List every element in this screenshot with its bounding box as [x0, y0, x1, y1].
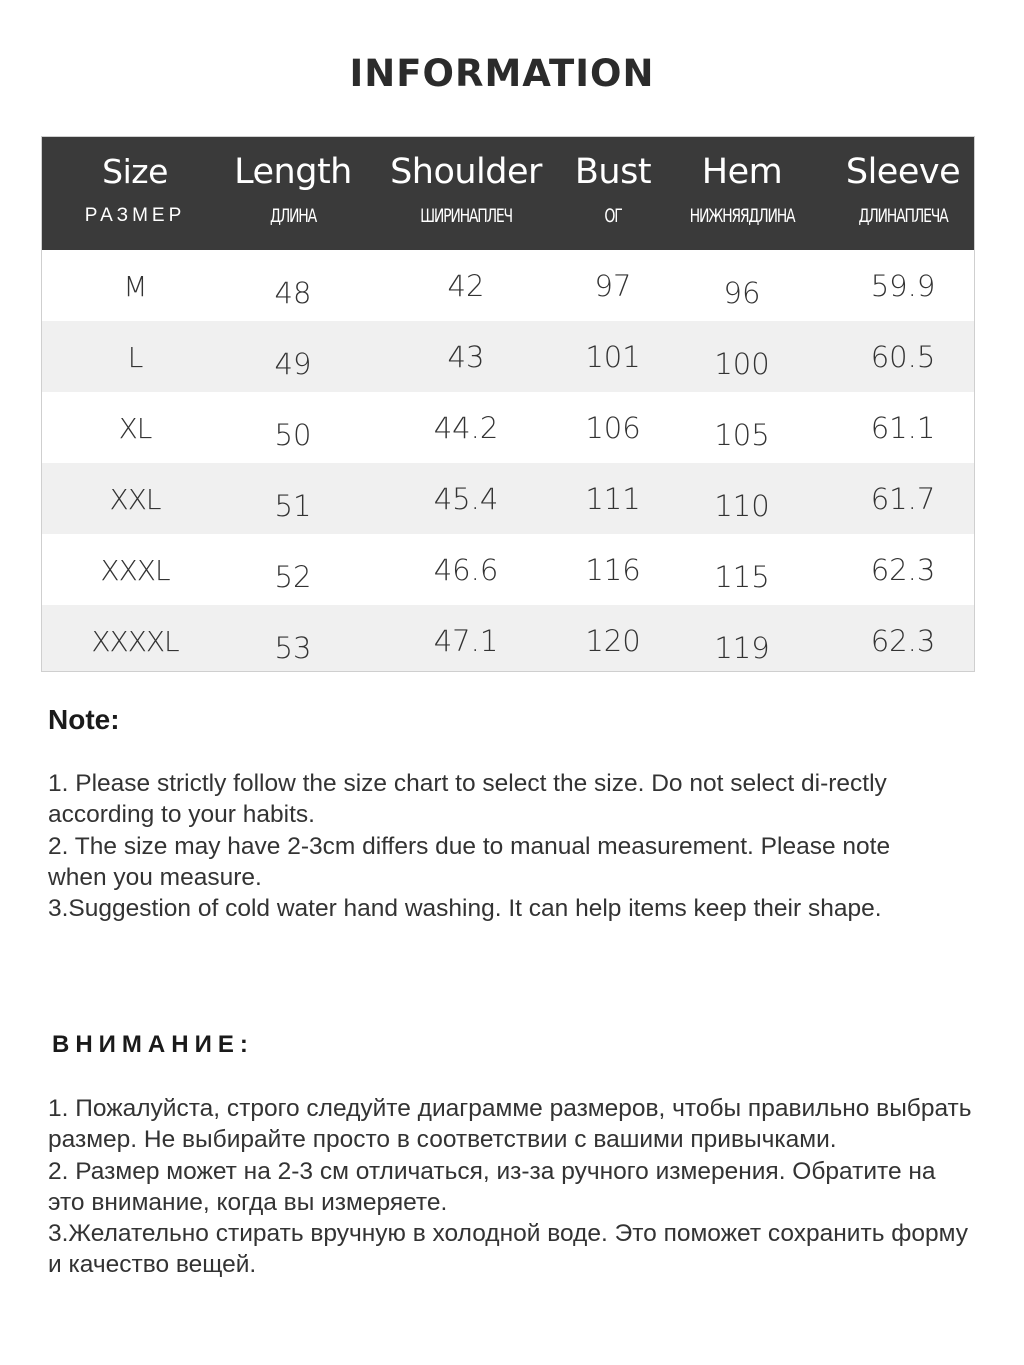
table-body: [42, 250, 974, 672]
cell-length: 50: [274, 417, 312, 452]
table-row: [42, 605, 974, 672]
cell-hem: 115: [714, 559, 770, 594]
header-hem-ru: НИЖНЯЯДЛИНА: [689, 205, 795, 227]
cell-sleeve: 62.3: [870, 552, 936, 587]
note-ru-item: 1. Пожалуйста, строго следуйте диаграмме размеров, чтобы правильно выбрать размер. Не выбирайте просто в соответствии с вашими привычками.: [48, 1095, 972, 1154]
cell-bust: 111: [585, 481, 641, 516]
header-row: [42, 137, 974, 250]
cell-bust: 116: [585, 552, 641, 587]
header-length: [228, 137, 358, 250]
header-hem-en: Hem: [701, 152, 783, 192]
header-size-en: Size: [102, 152, 168, 191]
table-row: [42, 534, 974, 605]
cell-size: XXXXL: [91, 625, 179, 658]
table-row: [42, 463, 974, 534]
header-bust-ru: ОГ: [604, 205, 622, 227]
cell-size: XL: [118, 412, 152, 445]
note-ru-heading: ВНИМАНИЕ:: [52, 1031, 254, 1058]
note-item: 3.Suggestion of cold water hand washing. It can help items keep their shape.: [48, 895, 882, 923]
note-ru-item: 3.Желательно стирать вручную в холодной воде. Это поможет сохранить форму и качество вещей.: [48, 1220, 969, 1279]
header-sleeve-en: Sleeve: [845, 152, 961, 192]
cell-bust: 106: [585, 410, 641, 445]
cell-hem: 100: [714, 346, 770, 381]
header-size-ru: РАЗМЕР: [84, 205, 186, 226]
header-length-en: Length: [234, 152, 352, 192]
cell-length: 48: [274, 275, 312, 310]
table-row: [42, 392, 974, 463]
header-shoulder: [358, 137, 574, 250]
table-row: [42, 321, 974, 392]
header-bust-en: Bust: [574, 152, 652, 192]
cell-length: 49: [274, 346, 312, 381]
header-shoulder-ru: ШИРИНАПЛЕЧ: [420, 205, 512, 227]
cell-shoulder: 43: [447, 339, 485, 374]
cell-shoulder: 44.2: [433, 410, 499, 445]
header-sleeve-ru: ДЛИНАПЛЕЧА: [858, 205, 948, 227]
cell-sleeve: 60.5: [870, 339, 936, 374]
cell-length: 51: [274, 488, 312, 523]
note-item: 1. Please strictly follow the size chart to select the size. Do not select di-rectly according to your habits.: [48, 770, 887, 829]
cell-hem: 96: [723, 275, 761, 310]
cell-sleeve: 61.7: [870, 481, 936, 516]
cell-size: L: [127, 341, 143, 374]
header-length-ru: ДЛИНА: [270, 205, 316, 227]
cell-bust: 120: [585, 623, 641, 658]
header-size: [42, 137, 228, 250]
cell-shoulder: 45.4: [433, 481, 499, 516]
note-body: [48, 768, 948, 924]
header-sleeve: [832, 137, 974, 250]
cell-sleeve: 59.9: [870, 268, 936, 303]
note-heading: Note:: [48, 704, 120, 735]
cell-hem: 119: [714, 630, 770, 665]
note-ru-item: 2. Размер может на 2-3 см отличаться, из-за ручного измерения. Обратите на это внимание, когда вы измеряете.: [48, 1157, 936, 1216]
cell-hem: 110: [714, 488, 770, 523]
cell-bust: 97: [594, 268, 632, 303]
cell-sleeve: 61.1: [870, 410, 936, 445]
cell-size: XXL: [109, 483, 161, 516]
cell-size: XXXL: [100, 554, 170, 587]
cell-bust: 101: [585, 339, 641, 374]
header-shoulder-en: Shoulder: [390, 152, 542, 192]
note-ru-body: [48, 1093, 978, 1281]
cell-hem: 105: [714, 417, 770, 452]
cell-length: 53: [274, 630, 312, 665]
cell-shoulder: 42: [447, 268, 485, 303]
size-chart-table: [41, 136, 975, 672]
cell-length: 52: [274, 559, 312, 594]
table-header: [42, 137, 974, 250]
size-table: [42, 137, 974, 672]
cell-sleeve: 62.3: [870, 623, 936, 658]
header-hem: [652, 137, 832, 250]
header-bust: [574, 137, 652, 250]
table-row: [42, 250, 974, 321]
note-item: 2. The size may have 2-3cm differs due to manual measurement. Please note when you measure.: [48, 832, 891, 891]
cell-shoulder: 46.6: [433, 552, 499, 587]
cell-shoulder: 47.1: [433, 623, 499, 658]
cell-size: M: [123, 270, 147, 303]
page-title: INFORMATION: [349, 52, 655, 95]
